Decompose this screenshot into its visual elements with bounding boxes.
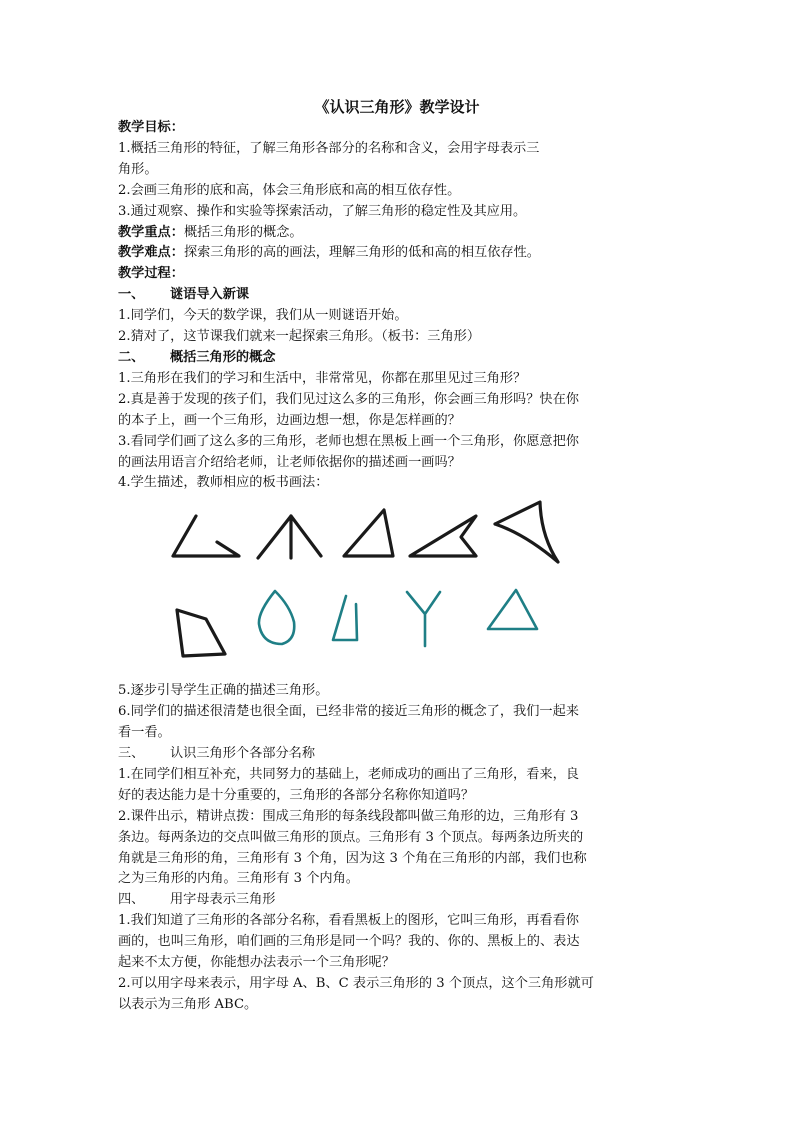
goal-line: 2.会画三角形的底和高，体会三角形底和高的相互依存性。 (118, 182, 461, 198)
section-number: 三、 (118, 746, 145, 762)
drawing-y-shape (407, 592, 440, 646)
drawing-open-triangle (333, 596, 357, 640)
document-title: 《认识三角形》教学设计 (314, 98, 480, 116)
drawing-teardrop (259, 591, 294, 644)
paragraph-line: 6.同学们的描述很清楚也很全面，已经非常的接近三角形的概念了，我们一起来 (118, 704, 579, 720)
document-body (118, 118, 688, 1016)
paragraph-line: 4.学生描述，教师相应的板书画法： (118, 475, 329, 491)
paragraph-line: 的画法用语言介绍给老师，让老师依据你的描述画一画吗？ (118, 454, 461, 470)
section-title: 概括三角形的概念 (170, 349, 276, 365)
paragraph-line: 之为三角形的内角。三角形有 3 个内角。 (118, 871, 359, 887)
section-title: 认识三角形个各部分名称 (170, 746, 316, 762)
drawing-concave-shape (410, 516, 476, 556)
difficulty (118, 243, 688, 264)
section-number: 二、 (118, 349, 145, 365)
drawing-curved-triangle (495, 502, 558, 562)
paragraph-line: 1.在同学们相互补充，共同努力的基础上，老师成功的画出了三角形，看来，良 (118, 766, 579, 782)
triangle-drawings-figure (0, 494, 794, 681)
goal-line: 3.通过观察、操作和实验等探索活动，了解三角形的稳定性及其应用。 (118, 203, 527, 219)
goal-line: 角形。 (118, 161, 158, 177)
drawing-open-angle (173, 516, 239, 556)
section-heading (118, 890, 688, 911)
section-heading (118, 348, 688, 369)
key-point-text: 概括三角形的概念。 (183, 224, 303, 240)
difficulty-text: 探索三角形的高的画法，理解三角形的低和高的相互依存性。 (183, 245, 540, 261)
key-point-label: 教学重点： (118, 224, 184, 240)
section-number: 一、 (118, 287, 145, 303)
drawing-teal-triangle (488, 590, 537, 629)
triangle-drawings-svg (0, 494, 794, 681)
paragraph-line: 起来不太方便，你能想办法表示一个三角形呢？ (118, 955, 395, 971)
paragraph-line: 2.猜对了，这节课我们就来一起探索三角形。（板书：三角形） (118, 329, 481, 345)
section-heading (118, 744, 688, 765)
paragraph-line: 1.三角形在我们的学习和生活中，非常常见，你都在那里见过三角形？ (118, 370, 527, 386)
paragraph-line: 的本子上，画一个三角形，边画边想一想，你是怎样画的？ (118, 412, 461, 428)
drawing-triangle (344, 510, 393, 556)
paragraph-line: 角就是三角形的角，三角形有 3 个角，因为这 3 个角在三角形的内部，我们也称 (118, 850, 587, 866)
paragraph-line: 画的，也叫三角形，咱们画的三角形是同一个吗？我的、你的、黑板上的、表达 (118, 934, 580, 950)
paragraph-line: 2.真是善于发现的孩子们，我们见过这么多的三角形，你会画三角形吗？快在你 (118, 391, 579, 407)
paragraph-line: 1.我们知道了三角形的各部分名称，看看黑板上的图形，它叫三角形，再看看你 (118, 913, 579, 929)
section-heading (118, 285, 688, 306)
section-title: 谜语导入新课 (170, 287, 250, 303)
paragraph-line: 5.逐步引导学生正确的描述三角形。 (118, 683, 329, 699)
difficulty-label: 教学难点： (118, 245, 184, 261)
goals-heading: 教学目标： (118, 120, 184, 135)
paragraph-line: 2.可以用字母来表示，用字母 A、B、C 表示三角形的 3 个顶点，这个三角形就可 (118, 976, 594, 991)
section-number: 四、 (118, 892, 145, 908)
drawing-arrow-shape (258, 516, 321, 558)
section-title: 用字母表示三角形 (170, 892, 276, 908)
paragraph-line: 好的表达能力是十分重要的，三角形的各部分名称你知道吗？ (118, 787, 475, 803)
paragraph-line: 1.同学们，今天的数学课，我们从一则谜语开始。 (118, 308, 408, 324)
paragraph-line: 以表示为三角形 ABC。 (118, 996, 258, 1012)
goal-line: 1.概括三角形的特征，了解三角形各部分的名称和含义，会用字母表示三 (118, 140, 540, 156)
paragraph-line: 2.课件出示，精讲点拨：围成三角形的每条线段都叫做三角形的边，三角形有 3 (118, 808, 579, 824)
paragraph-line: 3.看同学们画了这么多的三角形，老师也想在黑板上画一个三角形，你愿意把你 (118, 433, 579, 449)
key-point (118, 223, 688, 244)
paragraph-line: 条边。每两条边的交点叫做三角形的顶点。三角形有 3 个顶点。每两条边所夹的 (118, 829, 584, 845)
process-heading: 教学过程： (118, 266, 184, 282)
drawing-quadrilateral (177, 610, 225, 656)
paragraph-line: 看一看。 (118, 725, 171, 741)
